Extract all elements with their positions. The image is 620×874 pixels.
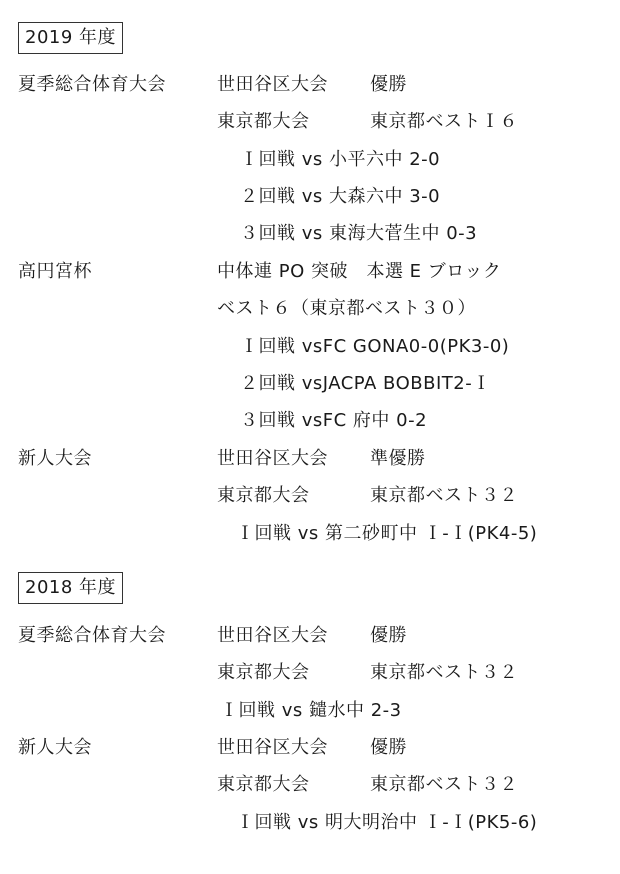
match-result: ３回戦 vs 東海大菅生中 0-3 [240,223,478,244]
match-result: Ｉ回戦 vsFC GONA0-0(PK3-0) [240,336,510,357]
tokyo-tournament-result: 東京都ベスト３２ [370,485,518,506]
year-heading-2019: 2019 年度 [18,22,123,54]
category-shinjin-2019: 新人大会 [18,448,92,469]
tokyo-tournament-label: 東京都大会 [217,485,310,506]
match-result: Ｉ回戦 vs 小平六中 2-0 [240,149,441,170]
category-shinjin-2018: 新人大会 [18,737,92,758]
tokyo-tournament-label: 東京都大会 [217,111,310,132]
tokyo-tournament-result: 東京都ベストＩ６ [370,111,518,132]
match-result: ２回戦 vs 大森六中 3-0 [240,186,441,207]
takamado-qualifier-line: 中体連 PO 突破 本選 E ブロック [217,261,502,282]
tokyo-tournament-result: 東京都ベスト３２ [370,774,518,795]
tokyo-tournament-label: 東京都大会 [217,774,310,795]
match-result: Ｉ回戦 vs 明大明治中 Ｉ-Ｉ(PK5-6) [236,812,538,833]
match-result: ３回戦 vsFC 府中 0-2 [240,410,428,431]
ward-tournament-label: 世田谷区大会 [217,625,328,646]
takamado-rank-line: ベスト６（東京都ベスト３０） [217,298,476,319]
ward-tournament-label: 世田谷区大会 [217,737,328,758]
ward-tournament-label: 世田谷区大会 [217,74,328,95]
ward-tournament-result: 優勝 [370,74,407,95]
ward-tournament-result: 優勝 [370,737,407,758]
category-takamado-2019: 高円宮杯 [18,261,92,282]
match-result: Ｉ回戦 vs 鑓水中 2-3 [220,700,402,721]
match-result: ２回戦 vsJACPA BOBBIT2-Ｉ [240,373,491,394]
ward-tournament-result: 準優勝 [370,448,426,469]
tokyo-tournament-label: 東京都大会 [217,662,310,683]
ward-tournament-label: 世田谷区大会 [217,448,328,469]
match-result: Ｉ回戦 vs 第二砂町中 Ｉ-Ｉ(PK4-5) [236,523,538,544]
year-heading-2018: 2018 年度 [18,572,123,604]
category-summer-2019: 夏季総合体育大会 [18,74,166,95]
category-summer-2018: 夏季総合体育大会 [18,625,166,646]
tokyo-tournament-result: 東京都ベスト３２ [370,662,518,683]
ward-tournament-result: 優勝 [370,625,407,646]
